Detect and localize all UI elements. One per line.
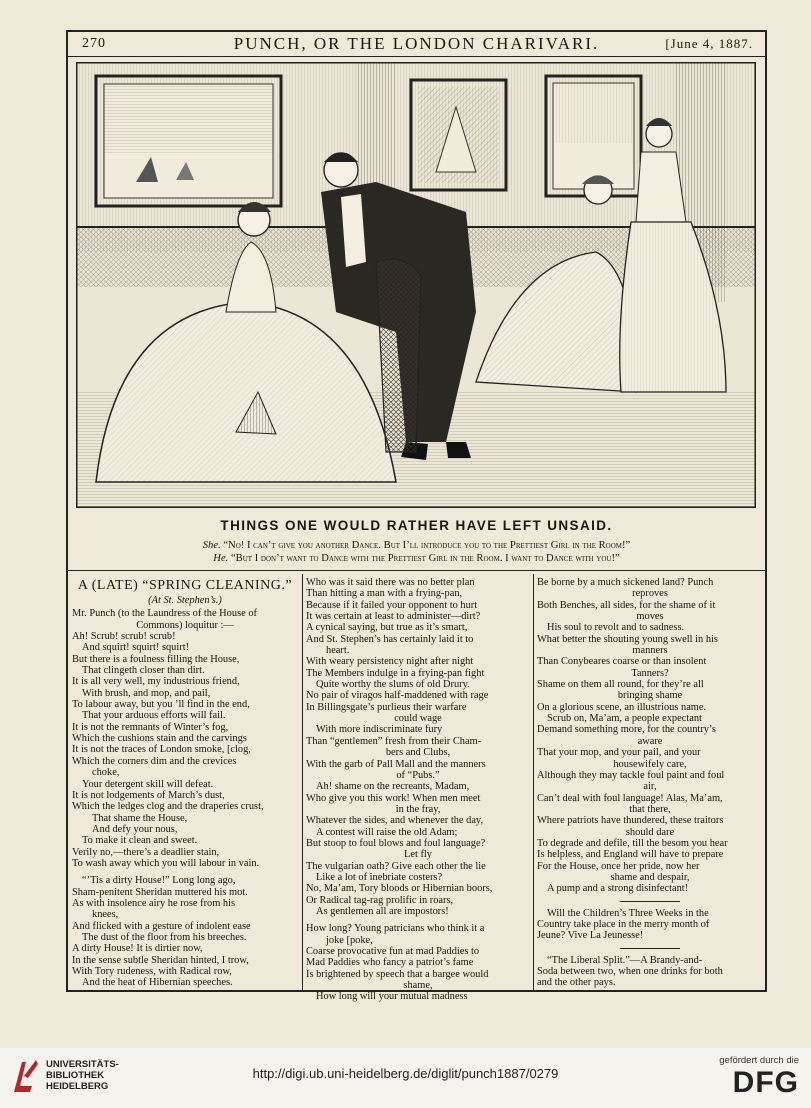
text-line: Where patriots have thundered, these traitors <box>537 815 724 827</box>
column-rule-1 <box>302 574 303 990</box>
text-line: Ah! shame on the recreants, Madam, <box>316 781 470 793</box>
text-line: aware <box>637 735 663 747</box>
text-line: Whatever the sides, and whenever the day, <box>306 815 484 827</box>
text-line: Than Conybeares coarse or than insolent <box>537 656 707 668</box>
text-line: A dirty House! It is dirtier now, <box>72 943 203 955</box>
text-line: manners <box>632 645 668 657</box>
article-location: (At St. Stephen’s.) <box>148 595 222 606</box>
text-line: Can’t deal with foul language! Alas, Ma’am, <box>537 792 723 804</box>
text-line: And squirt! squirt! squirt! <box>82 642 190 654</box>
note-liberal-split <box>537 955 763 989</box>
text-line: Both Benches, all sides, for the shame of it <box>537 599 716 611</box>
journal-title: PUNCH, OR THE LONDON CHARIVARI. <box>233 34 600 53</box>
column-1-lines <box>72 608 298 988</box>
text-line: But there is a foulness filling the House, <box>72 653 240 665</box>
text-line: Coarse provocative fun at mad Paddies to <box>306 946 480 957</box>
text-line: On a glorious scene, an illustrious name. <box>537 701 707 713</box>
text-line: reproves <box>632 588 668 600</box>
text-line: heart. <box>326 645 350 657</box>
text-line: Soda between two, when one drinks for both <box>537 966 723 977</box>
text-line: The Members indulge in a frying-pan fight <box>306 667 485 679</box>
text-line: Commons) loquitur :— <box>136 619 234 631</box>
section-separator <box>620 901 680 902</box>
text-line: moves <box>636 611 664 623</box>
text-line: How long? Young patricians who think it a <box>306 923 485 935</box>
text-line: Than hitting a man with a frying-pan, <box>306 588 463 600</box>
text-line: A pump and a strong disinfectant! <box>547 883 689 895</box>
text-line: In Billingsgate’s purlieus their warfare <box>306 701 467 713</box>
text-line: of “Pubs.” <box>396 769 440 781</box>
library-line-3: HEIDELBERG <box>46 1081 109 1092</box>
text-line: Be borne by a much sickened land? Punch <box>537 577 714 588</box>
text-line: The vulgarian oath? Give each other the lie <box>306 860 486 872</box>
text-line: in the fray, <box>395 803 441 815</box>
text-line: In the sense subtle Sheridan hinted, I trow, <box>72 954 249 966</box>
text-line: Like a lot of inebriate costers? <box>316 871 443 883</box>
text-line: Scrub on, Ma’am, a people expectant <box>547 713 702 725</box>
text-line: joke [poke, <box>326 934 373 946</box>
text-line: Country take place in the merry month of <box>537 918 710 930</box>
text-line: And the heat of Hibernian speeches. <box>82 977 233 989</box>
text-line: choke, <box>92 767 120 779</box>
running-header <box>68 32 765 57</box>
text-line: bers and Clubs, <box>385 747 451 759</box>
cartoon-caption-she <box>68 540 765 551</box>
text-line: It is all very well, my industrious friend, <box>72 676 240 688</box>
text-line: Quite worthy the slums of old Drury. <box>316 679 470 691</box>
text-line: That shame the House, <box>92 812 188 824</box>
text-line: “’Tis a dirty House!” Long long ago, <box>82 875 236 887</box>
caption-text-she: “No! I can’t give you another Dance. But I’ll introduce you to the Prettiest Girl in the Room!” <box>223 540 631 551</box>
text-line: could wage <box>394 713 442 725</box>
caption-text-he: “But I don’t want to Dance with the Prettiest Girl in the Room. I want to Dance with you!” <box>230 553 620 564</box>
text-line: Verily no,—there’s a deadlier stain, <box>72 846 220 858</box>
text-line: Mr. Punch (to the Laundress of the House of <box>72 608 257 620</box>
text-line: And defy your nous, <box>92 823 178 835</box>
text-line: Will the Children’s Three Weeks in the <box>547 907 709 919</box>
section-separator <box>620 948 680 949</box>
source-url-link[interactable]: http://digi.ub.uni-heidelberg.de/diglit/punch1887/0279 <box>252 1066 559 1081</box>
text-line: Shame on them all round, for they’re all <box>537 679 704 691</box>
text-line: With weary persistency night after night <box>306 656 474 668</box>
wall-painting-center <box>411 80 506 190</box>
text-line: But stoop to foul blows and foul language? <box>306 837 486 849</box>
text-line: It was certain at least to administer—dirt? <box>306 611 481 623</box>
text-line: How long will your mutual madness <box>316 991 468 1003</box>
issue-date: [June 4, 1887. <box>665 36 753 51</box>
text-line: With the garb of Pall Mall and the manners <box>306 758 486 770</box>
text-line: Mad Paddies who fancy a patriot’s fame <box>306 957 474 969</box>
text-line: No pair of viragos half-maddened with rage <box>306 690 489 702</box>
page-number: 270 <box>82 36 106 51</box>
text-line: Or Radical tag-rag prolific in roars, <box>306 894 454 906</box>
text-line: “The Liberal Split.”—A Brandy-and- <box>547 954 703 966</box>
text-column-2 <box>306 577 530 1003</box>
text-line: Which the corners dim and the crevices <box>72 755 237 767</box>
column-3-lines <box>537 577 763 895</box>
text-line: Who give you this work! When men meet <box>306 792 481 804</box>
text-line: That clingeth closer than dirt. <box>82 665 205 677</box>
text-line: Jeune? Vive La Jeunesse! <box>537 930 644 942</box>
text-line: A contest will raise the old Adam; <box>316 826 458 838</box>
text-line: That your mop, and your pail, and your <box>537 747 701 759</box>
text-line: It is not the remnants of Winter’s fog, <box>72 721 229 733</box>
text-line: With more indiscriminate fury <box>316 724 443 736</box>
text-line: that there, <box>629 803 671 815</box>
column-rule-2 <box>533 574 534 990</box>
text-line: It is not the traces of London smoke, [clog, <box>72 744 251 756</box>
digitization-footer <box>0 1048 811 1108</box>
text-line: Who was it said there was no better plan <box>306 577 475 588</box>
text-line: His soul to revolt and to sadness. <box>547 622 685 634</box>
text-line: should dare <box>625 826 675 838</box>
funded-by-label: gefördert durch die <box>719 1055 799 1066</box>
text-line: Sham-penitent Sheridan muttered his mot. <box>72 886 248 898</box>
text-line: Let fly <box>404 849 432 861</box>
text-line: To wash away which you will labour in vain. <box>72 857 260 869</box>
dfg-logo: DFG <box>732 1066 799 1099</box>
text-line: As with insolence airy he rose from his <box>72 897 236 909</box>
text-line: For the House, once her pride, now her <box>537 860 700 872</box>
text-line: Demand something more, for the country’s <box>537 724 716 736</box>
text-line: What better the shouting young swell in his <box>537 633 718 645</box>
text-column-3 <box>537 577 763 989</box>
text-column-1 <box>72 577 298 989</box>
text-line: Is helpless, and England will have to prepare <box>537 849 724 861</box>
note-childrens-weeks <box>537 908 763 942</box>
wall-painting-left <box>96 76 281 206</box>
caption-speaker-she: She. <box>202 540 221 551</box>
text-line: As gentlemen all are impostors! <box>316 905 449 917</box>
text-line: That your arduous efforts will fail. <box>82 710 226 722</box>
column-2-lines <box>306 577 530 1003</box>
text-line: housewifely care, <box>613 758 687 770</box>
text-line: Which the cushions stain and the carvings <box>72 733 247 745</box>
text-line: Because if it failed your opponent to hurt <box>306 599 478 611</box>
text-line: To degrade and defile, till the besom you hear <box>537 837 728 849</box>
text-line: shame and despair, <box>610 871 690 883</box>
text-line: knees, <box>92 909 119 921</box>
library-line-2: BIBLIOTHEK <box>46 1070 105 1081</box>
text-line: bringing shame <box>617 690 683 702</box>
text-line: Your detergent skill will defeat. <box>82 778 214 790</box>
text-line: And flicked with a gesture of indolent ease <box>72 920 251 932</box>
text-line: Is brightened by speech that a bargee would <box>306 968 489 980</box>
text-line: To make it clean and sweet. <box>82 835 198 847</box>
cartoon-caption-he <box>68 553 765 564</box>
cartoon-illustration <box>76 62 756 508</box>
text-line: Tanners? <box>631 667 669 679</box>
text-line: and the other pays. <box>537 977 616 989</box>
text-line: Which the ledges clog and the draperies crust, <box>72 801 264 813</box>
text-line: Than “gentlemen” fresh from their Cham- <box>306 735 482 747</box>
text-line: The dust of the floor from his breeches. <box>82 931 247 943</box>
caption-rule <box>68 570 765 571</box>
text-line: To labour away, but you ’ll find in the end, <box>72 699 250 711</box>
text-line: With Tory rudeness, with Radical row, <box>72 966 232 977</box>
text-line: shame, <box>403 980 433 992</box>
text-line: Ah! Scrub! scrub! scrub! <box>72 631 176 643</box>
text-line: And St. Stephen’s has certainly laid it to <box>306 633 474 645</box>
library-line-1: UNIVERSITÄTS- <box>46 1059 119 1070</box>
caption-speaker-he: He. <box>213 553 229 564</box>
text-line: It is not lodgements of March’s dust, <box>72 789 225 801</box>
text-line: Although they may tackle foul paint and foul <box>537 769 725 781</box>
text-line: air, <box>643 781 657 793</box>
text-line: A cynical saying, but true as it’s smart, <box>306 622 468 634</box>
article-title: A (LATE) “SPRING CLEANING.” <box>77 578 293 593</box>
text-line: No, Ma’am, Tory bloods or Hibernian boors, <box>306 883 493 895</box>
cartoon-title: THINGS ONE WOULD RATHER HAVE LEFT UNSAID. <box>220 518 613 533</box>
text-line: With brush, and mop, and pail, <box>82 687 211 699</box>
